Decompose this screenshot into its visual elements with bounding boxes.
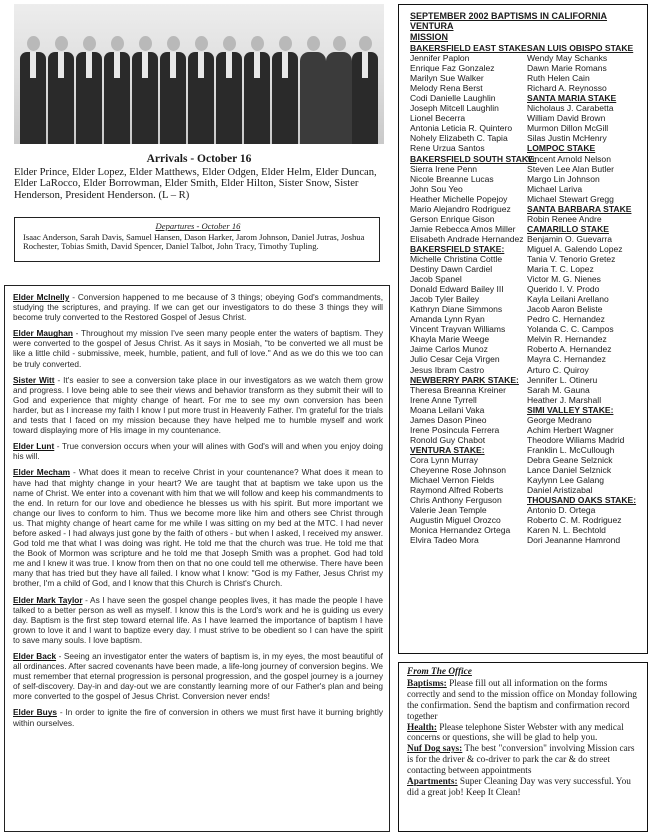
testimony-author: Elder Mark Taylor (13, 594, 83, 605)
baptism-name: Nicholaus J. Carabetta (527, 103, 614, 114)
baptism-name: Khayla Marie Weege (410, 334, 490, 345)
baptism-name: Roberto C. M. Rodriguez (527, 515, 622, 526)
baptism-name: Kathryn Diane Simmons (410, 304, 503, 315)
baptism-name: Donald Edward Bailey III (410, 284, 504, 295)
baptism-name: Enrique Faz Gonzalez (410, 63, 495, 74)
baptisms-title-line2: MISSION (410, 32, 449, 42)
baptism-name: Antonio D. Ortega (527, 505, 596, 516)
photo-person (188, 36, 214, 144)
testimony-paragraph (13, 292, 383, 322)
office-note-label: Health: (407, 722, 437, 733)
testimony-text: - Throughout my mission I've seen many people enter the waters of baptism. They were converted to the gospel of Jesus Christ. As it says in Mosiah, "to be converted we all must be like a little child - submissive, meek, humble, patient, and full of love." And as we do this we too can be truly converted. (13, 328, 383, 369)
office-note-label: Nuf Dog says: (407, 744, 463, 755)
baptism-name: Achim Herbert Wagner (527, 424, 614, 435)
baptism-name: Codi Danielle Laughlin (410, 93, 496, 104)
testimony-paragraph (13, 328, 383, 368)
testimony-paragraph (13, 651, 383, 701)
baptism-name: Dawn Marie Romans (527, 63, 607, 74)
baptism-name: Arturo C. Quiroy (527, 364, 589, 375)
baptism-name: Karen N. L. Bechtold (527, 525, 606, 536)
baptism-name: Silas Justin McHenry (527, 133, 607, 144)
stake-heading: VENTURA STAKE: (410, 444, 485, 455)
testimony-text: - What does it mean to receive Christ in your countenance? What does it mean to have had that mighty change in your heart? We are taught that at baptism we take upon us the name of Christ. We enter into a covenant with him that we will follow and keep his commandments to the end. In return for our love and obedience he blesses us with his spirit. But more important we change our lives to conform to him. Thus we become more like him and others see Christ through us. That mighty change of heart came for me while I was sitting on my bed at the MTC. I had never before asked - I had always just gone by the faith of others - but when I asked, I received my answer. God told me that what I was doing was right. He told me that the church was true. He told me that the Book of Mormon was scripture and he told me that Joseph Smith was a prophet. God had told me and I knew it was true. I know from then on that no one could tell me otherwise. There have been many that has tried but they have all failed. I know what I know: "God is my Father, Jesus Christ my brother, I'm a child of God, and I know that this Church is Christ's Church. (13, 467, 383, 589)
photo-person (300, 36, 326, 144)
stake-heading: SANTA MARIA STAKE (527, 93, 617, 104)
testimony-text: - True conversion occurs when your will alines with God's will and when you enjoy doing his will. (13, 441, 383, 462)
testimony-paragraph (13, 707, 383, 727)
baptism-name: Richard A. Reynosso (527, 83, 607, 94)
baptism-name: Jennifer Paplon (410, 53, 470, 64)
baptism-name: Sarah M. Gauna (527, 384, 590, 395)
photo-person (244, 36, 270, 144)
baptism-name: Pedro C. Hernandez (527, 314, 605, 325)
baptism-name: James Dason Pineo (410, 414, 487, 425)
baptism-name: Debra Geane Selznick (527, 454, 613, 465)
departures-title: Departures - October 16 (155, 221, 241, 231)
testimony-author: Elder Lunt (13, 441, 55, 452)
baptism-name: Vincent Trayvan Williams (410, 324, 506, 335)
baptism-name: Amanda Lynn Ryan (410, 314, 485, 325)
testimony-paragraph (13, 375, 383, 436)
stake-heading: SANTA BARBARA STAKE (527, 203, 632, 214)
baptism-name: Augustin Miguel Orozco (410, 515, 501, 526)
testimony-text: - Seeing an investigator enter the waters of baptism is, in my eyes, the most beautiful of all ordinances. After sacred covenants have been made, a life-long journey of conversion begins. We must remember that eternal progression is personal progression, and the gospel journey is a journey of self-discovery. Day-in and day-out we are constantly learning more of our Father's plan and being more converted to the gospel of Jesus Christ. Conversion never ends! (13, 651, 383, 702)
baptism-name: Sierra Irene Penn (410, 163, 477, 174)
photo-person (132, 36, 158, 144)
testimony-text: - As I have seen the gospel change peoples lives, it has made the people I have talked to a better person as well as myself. I know this is the Lord's work and he is guiding us every day. Baptism is the first step toward eternal life. As I have learned the importance of baptism I have grown to love it and I want to baptize every day. I must strive to be obedient so I can have the spirit to save many souls. I love baptism. (13, 594, 383, 645)
stake-heading: BAKERSFIELD STAKE: (410, 243, 505, 254)
stake-heading: CAMARILLO STAKE (527, 223, 609, 234)
baptism-name: Michael Lariva (527, 183, 583, 194)
baptism-name: Monica Hernandez Ortega (410, 525, 511, 536)
baptism-name: Kayla Leilani Arellano (527, 294, 609, 305)
testimony-author: Elder McInelly (13, 292, 70, 302)
baptism-name: Gerson Enrique Gison (410, 213, 495, 224)
baptism-name: John Sou Yeo (410, 183, 463, 194)
testimony-author: Sister Witt (13, 374, 55, 385)
baptism-name: Elvira Tadeo Mora (410, 535, 479, 546)
arrivals-names: Elder Prince, Elder Lopez, Elder Matthews, Elder Odgen, Elder Helm, Elder Duncan, Elder LaRocco, Elder Borrowman, Elder Smith, Elder Hilton, Sister Snow, Sister Henderson, President Henderson. (L – R) (14, 166, 377, 201)
baptism-name: Heather J. Marshall (527, 394, 602, 405)
baptism-name: Julio Cesar Ceja Virgen (410, 354, 500, 365)
baptism-name: Querido I. V. Prodo (527, 284, 600, 295)
photo-person (20, 36, 46, 144)
stake-heading: THOUSAND OAKS STAKE: (527, 495, 637, 506)
baptism-name: Nicole Breanne Lucas (410, 173, 494, 184)
arrivals-caption (14, 154, 384, 201)
baptism-name: Franklin L. McCullough (527, 444, 615, 455)
stake-heading: BAKERSFIELD EAST STAKE: (410, 43, 530, 53)
baptism-name: Nohely Elizabeth C. Tapia (410, 133, 508, 144)
baptism-name: Ruth Helen Cain (527, 73, 590, 84)
baptism-name: Murmon Dillon McGill (527, 123, 609, 134)
baptism-name: Destiny Dawn Cardiel (410, 264, 493, 275)
office-title: From The Office (407, 667, 472, 677)
baptism-name: Cora Lynn Murray (410, 454, 479, 465)
testimony-text: - It's easier to see a conversion take place in our investigators as we watch them grow and progress. I love being able to see their views and behavior transform as they submit their will to God and experience that mighty change of heart. For me to see my own conversion has been harder, but as I increase my faith I know I put more trust in Heavenly Father. I'm grateful for the trials and tests that I faced on my mission because they have helped me to humble myself and work toward displaying more of His image in my countenance. (13, 374, 383, 436)
baptism-name: Valerie Jean Temple (410, 505, 487, 516)
office-notes (398, 662, 648, 832)
baptism-name: Jamie Rebecca Amos Miller (410, 223, 516, 234)
baptism-name: Yolanda C. C. Campos (527, 324, 614, 335)
office-note-text: Please telephone Sister Webster with any medical concerns or questions, she will be glad to help you. (407, 722, 624, 744)
departures-box (14, 217, 380, 262)
testimony-author: Elder Maughan (13, 328, 73, 339)
baptism-name: Benjamin O. Guevarra (527, 233, 613, 244)
office-note (407, 744, 639, 777)
baptism-name: Chris Anthony Ferguson (410, 495, 502, 506)
baptism-name: Dori Jeananne Hamrond (527, 535, 621, 546)
baptism-name: Rene Urzua Santos (410, 143, 485, 154)
testimony-text: - In order to ignite the fire of conversion in others we must first have it burning brightly within ourselves. (13, 707, 383, 728)
baptism-name: Michael Vernon Fields (410, 475, 495, 486)
baptism-name: Cheyenne Rose Johnson (410, 464, 506, 475)
baptism-name: Robin Renee Andre (527, 213, 602, 224)
baptism-name: Jacob Spanel (410, 274, 462, 285)
testimony-author: Elder Back (13, 651, 57, 661)
testimony-paragraph (13, 595, 383, 645)
baptisms-title-line1: SEPTEMBER 2002 BAPTISMS IN CALIFORNIA VENTURA (410, 11, 608, 31)
baptism-name: George Medrano (527, 414, 592, 425)
group-photo (14, 4, 384, 144)
baptism-name: William David Brown (527, 113, 606, 124)
stake-heading: BAKERSFIELD SOUTH STAKE: (410, 153, 537, 164)
stake-heading: LOMPOC STAKE (527, 143, 596, 154)
baptism-name: Theodore Wiliams Madrid (527, 434, 625, 445)
photo-person (216, 36, 242, 144)
office-note (407, 723, 639, 745)
photo-person (160, 36, 186, 144)
office-items (407, 679, 639, 799)
testimony-author: Elder Buys (13, 707, 57, 718)
baptism-name: Marilyn Sue Walker (410, 73, 484, 84)
baptisms-left-column (410, 43, 537, 546)
baptism-name: Margo Lin Johnson (527, 173, 600, 184)
office-note-label: Apartments: (407, 777, 458, 788)
baptism-name: Mayra C. Hernandez (527, 354, 606, 365)
stake-heading: NEWBERRY PARK STAKE: (410, 374, 519, 385)
office-note-text: The best "conversion" involving Mission cars is for the driver & co-driver to park the car & do street contacting between appointments (407, 744, 635, 777)
photo-person (48, 36, 74, 144)
baptism-name: Michelle Christina Cottle (410, 253, 503, 264)
testimonies-box (4, 285, 390, 832)
office-note (407, 777, 639, 799)
baptism-name: Jaime Carlos Munoz (410, 344, 488, 355)
baptism-name: Lionel Becerra (410, 113, 466, 124)
baptism-name: Victor M. G. Nienes (527, 274, 601, 285)
baptism-name: Moana Leilani Vaka (410, 404, 485, 415)
photo-person (76, 36, 102, 144)
baptism-name: Theresa Breanna Kreiner (410, 384, 506, 395)
baptism-name: Lance Daniel Selznick (527, 464, 612, 475)
photo-person (104, 36, 130, 144)
baptism-name: Jacob Aaron Beliste (527, 304, 603, 315)
baptism-name: Daniel Aristizabal (527, 485, 593, 496)
baptism-name: Melvin R. Hernandez (527, 334, 607, 345)
arrivals-title: Arrivals - October 16 (146, 153, 252, 165)
baptisms-list (398, 4, 648, 654)
testimony-paragraph (13, 441, 383, 461)
office-note (407, 679, 639, 723)
baptism-name: Elisabeth Andrade Hernandez (410, 233, 524, 244)
baptism-name: Miguel A. Galendo Lopez (527, 243, 623, 254)
photo-person (352, 36, 378, 144)
testimony-text: - Conversion happened to me because of 3 things; obeying God's commandments, studying the scriptures, and praying. If we can get our investigators to do these 3 things they will become truly converted to the Restored Gospel of Jesus Christ. (13, 292, 383, 323)
office-note-text: Super Cleaning Day was very successful. You did a great job! Keep It Clean! (407, 777, 631, 798)
photo-person (326, 36, 352, 144)
departures-names: Isaac Anderson, Sarah Davis, Samuel Hansen, Dason Harker, Jarom Johnson, Daniel Jutras, Joshua Rochester, Tobias Smith, David Spencer, Daniel Talbot, John Tracy, Timothy Tupling. (23, 231, 365, 252)
baptism-name: Jennifer L. Otineru (527, 374, 598, 385)
baptism-name: Mario Alejandro Rodriguez (410, 203, 511, 214)
baptism-name: Antonia Leticia R. Quintero (410, 123, 513, 134)
baptism-name: Irene Posincula Ferrera (410, 424, 500, 435)
baptism-name: Tania V. Tenorio Gretez (527, 253, 616, 264)
office-note-text: Please fill out all information on the forms correctly and send to the mission office on Monday following the confirmation. Send the baptism and confirmation record together (407, 678, 637, 722)
baptism-name: Melody Rena Berst (410, 83, 483, 94)
baptism-name: Wendy May Schanks (527, 53, 608, 64)
baptism-name: Heather Michelle Popejoy (410, 193, 508, 204)
baptism-name: Maria T. C. Lopez (527, 264, 594, 275)
baptism-name: Vincent Arnold Nelson (527, 153, 611, 164)
baptism-name: Irene Anne Tyrrell (410, 394, 477, 405)
baptism-name: Raymond Alfred Roberts (410, 485, 504, 496)
baptism-name: Jesus Ibram Castro (410, 364, 485, 375)
testimony-paragraph (13, 467, 383, 588)
baptism-name: Steven Lee Alan Butler (527, 163, 614, 174)
baptism-name: Kaylynn Lee Galang (527, 475, 604, 486)
stake-heading: SAN LUIS OBISPO STAKE (527, 43, 634, 53)
baptism-name: Michael Stewart Gregg (527, 193, 614, 204)
office-note-label: Baptisms: (407, 678, 447, 689)
baptism-name: Roberto A. Hernandez (527, 344, 612, 355)
baptism-name: Ronold Guy Chabot (410, 434, 486, 445)
stake-heading: SIMI VALLEY STAKE: (527, 404, 614, 415)
baptism-name: Joseph Mitcell Laughlin (410, 103, 499, 114)
testimony-author: Elder Mecham (13, 467, 70, 478)
baptism-name: Jacob Tyler Bailey (410, 294, 480, 305)
baptisms-right-column (527, 43, 639, 545)
photo-person (272, 36, 298, 144)
